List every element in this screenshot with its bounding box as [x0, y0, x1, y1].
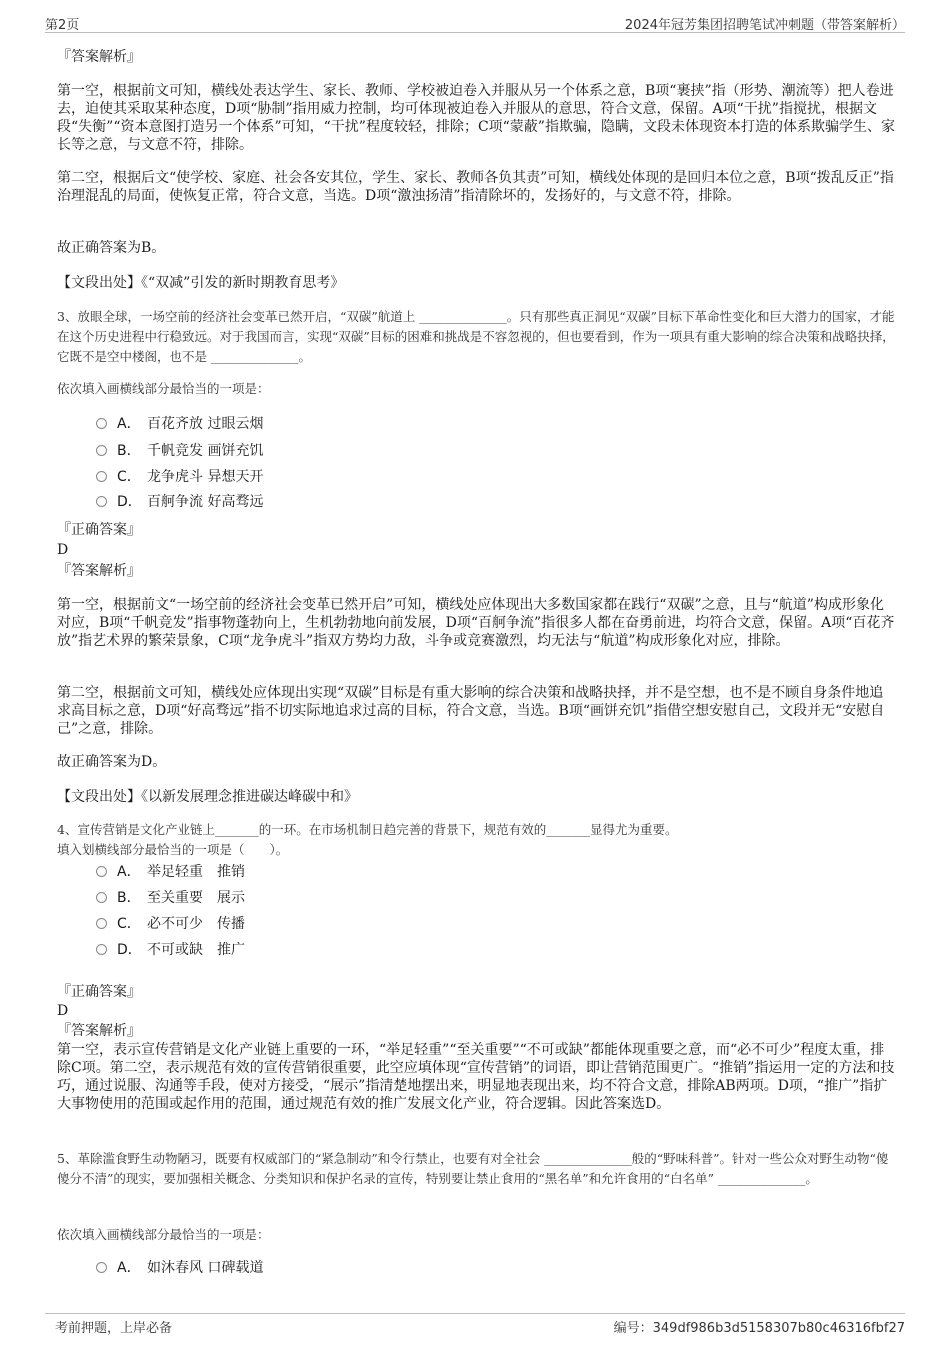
answer-analysis-heading-q3: 『答案解析』	[57, 563, 141, 579]
question-5-instruction: 依次填入画横线部分最恰当的一项是：	[57, 1227, 270, 1242]
analysis-paragraph-q3-first-blank: 第一空，根据前文“一场空前的经济社会变革已然开启”可知，横线处应体现出大多数国家都在践行“双碳”之意，且与“航道”构成形象化对应，B项“千帆竞发”指事物蓬勃向上，生机勃勃地向前发展，D项“百舸争流”指很多人都在奋勇前进，均符合文意，保留。A项“百花齐放”指艺术界的繁荣景象，C项“龙争虎斗”指双方势均力敌，斗争或竞赛激烈，均无法与“航道”构成形象化对应，排除。	[57, 597, 895, 649]
analysis-paragraph-q2-second-blank: 第二空，根据后文“使学校、家庭、社会各安其位，学生、家长、教师各负其责”可知，横线处体现的是回归本位之意，B项“拨乱反正”指治理混乱的局面，使恢复正常，符合文意，当选。D项“激浊扬清”指清除坏的，发扬好的，与文意不符，排除。	[57, 170, 894, 204]
radio-button-icon[interactable]	[96, 1262, 107, 1273]
question-5-stem: 5、革除滥食野生动物陋习，既要有权威部门的“紧急制动”和令行禁止，也要有对全社会 ______________般的“野味科普”。针对一些公众对野生动物“傻傻分不清”的现实，要加强相关概念、分类知识和保护名录的宣传，特别要让禁止食用的“黑名单”和允许食用的“白名单” ______________。	[57, 1151, 889, 1186]
q5-option-a[interactable]: A． 如沐春风 口碑载道	[96, 1257, 263, 1279]
q3-option-b[interactable]: B． 千帆竞发 画饼充饥	[96, 440, 263, 462]
option-text: 必不可少 传播	[147, 916, 245, 932]
option-text: 千帆竞发 画饼充饥	[147, 443, 264, 459]
question-4-instruction: 填入划横线部分最恰当的一项是（ ）。	[57, 842, 289, 857]
analysis-paragraph-q2-first-blank: 第一空，根据前文可知，横线处表达学生、家长、教师、学校被迫卷入并服从另一个体系之意，B项“裹挟”指（形势、潮流等）把人卷进去，迫使其采取某种态度，D项“胁制”指用威力控制，均可体现被迫卷入并服从的意思，符合文意，保留。A项“干扰”指搅扰，根据文段“失衡”“资本意图打造另一个体系”可知，“干扰”程度较轻，排除；C项“蒙蔽”指欺骗，隐瞒，文段未体现资本打造的体系欺骗学生、家长等之意，与文意不符，排除。	[57, 83, 895, 153]
option-text: 龙争虎斗 异想天开	[147, 469, 264, 485]
correct-answer-heading-q3: 『正确答案』	[57, 522, 141, 538]
question-4-stem: 4、宣传营销是文化产业链上_______的一环。在市场机制日趋完善的背景下，规范有效的_______显得尤为重要。	[57, 822, 678, 837]
source-note-q3: 【文段出处】《以新发展理念推进碳达峰碳中和》	[57, 789, 358, 805]
q3-option-d[interactable]: D． 百舸争流 好高骛远	[96, 491, 263, 513]
radio-button-icon[interactable]	[96, 471, 107, 482]
option-text: 百舸争流 好高骛远	[147, 494, 264, 510]
page-footer	[45, 1313, 905, 1336]
document-id: 编号：349df986b3d5158307b80c46316fbf27	[613, 1321, 905, 1336]
source-note-q2: 【文段出处】《“双减”引发的新时期教育思考》	[57, 275, 345, 291]
q3-option-c[interactable]: C． 龙争虎斗 异想天开	[96, 466, 263, 488]
page-header	[45, 12, 905, 33]
footer-slogan: 考前押题，上岸必备	[55, 1321, 173, 1336]
radio-button-icon[interactable]	[96, 866, 107, 877]
option-text: 百花齐放 过眼云烟	[147, 416, 264, 432]
q3-option-a[interactable]: A． 百花齐放 过眼云烟	[96, 413, 263, 435]
question-3-stem: 3、放眼全球，一场空前的经济社会变革已然开启，“双碳”航道上 ______________。只有那些真正洞见“双碳”目标下革命性变化和巨大潜力的国家，才能在这个历史进程中行稳致远。对于我国而言，实现“双碳”目标的困难和挑战是不容忽视的，但也要看到，作为一项具有重大影响的综合决策和战略抉择，它既不是空中楼阁，也不是 ______________。	[57, 309, 895, 364]
correct-answer-value-q3: D	[57, 542, 69, 558]
page-number: 第2页	[45, 18, 80, 33]
radio-button-icon[interactable]	[96, 918, 107, 929]
answer-analysis-heading-q4: 『答案解析』	[57, 1023, 141, 1039]
radio-button-icon[interactable]	[96, 944, 107, 955]
option-text: 如沐春风 口碑载道	[147, 1260, 264, 1276]
answer-analysis-heading-q2: 『答案解析』	[57, 49, 141, 65]
radio-button-icon[interactable]	[96, 892, 107, 903]
radio-button-icon[interactable]	[96, 496, 107, 507]
question-3-instruction: 依次填入画横线部分最恰当的一项是：	[57, 381, 270, 396]
option-text: 至关重要 展示	[147, 890, 245, 906]
radio-button-icon[interactable]	[96, 445, 107, 456]
analysis-paragraph-q4: 第一空，表示宣传营销是文化产业链上重要的一环，“举足轻重”“至关重要”“不可或缺”都能体现重要之意，而“必不可少”程度太重，排除C项。第二空，表示规范有效的宣传营销很重要，此空应填体现“宣传营销”的词语，即让营销范围更广。“推销”指运用一定的方法和技巧，通过说服、沟通等手段，使对方接受，“展示”指清楚地摆出来，明显地表现出来，均不符合文意，排除AB两项。D项，“推广”指扩大事物使用的范围或起作用的范围，通过规范有效的推广发展文化产业，符合逻辑。因此答案选D。	[57, 1042, 895, 1112]
document-title: 2024年冠芳集团招聘笔试冲刺题（带答案解析）	[624, 18, 905, 33]
q4-option-d[interactable]: D． 不可或缺 推广	[96, 939, 245, 961]
option-text: 举足轻重 推销	[147, 864, 245, 880]
q4-option-a[interactable]: A． 举足轻重 推销	[96, 861, 245, 883]
correct-answer-value-q4: D	[57, 1003, 69, 1019]
correct-answer-statement-q3: 故正确答案为D。	[57, 754, 167, 770]
q4-option-c[interactable]: C． 必不可少 传播	[96, 913, 245, 935]
radio-button-icon[interactable]	[96, 418, 107, 429]
correct-answer-statement-q2: 故正确答案为B。	[57, 240, 166, 256]
q4-option-b[interactable]: B． 至关重要 展示	[96, 887, 245, 909]
correct-answer-heading-q4: 『正确答案』	[57, 984, 141, 1000]
option-text: 不可或缺 推广	[147, 942, 245, 958]
analysis-paragraph-q3-second-blank: 第二空，根据前文可知，横线处应体现出实现“双碳”目标是有重大影响的综合决策和战略抉择，并不是空想，也不是不顾自身条件地追求高目标之意，D项“好高骛远”指不切实际地追求过高的目标，符合文意，当选。B项“画饼充饥”指借空想安慰自己，文段并无“安慰自己”之意，排除。	[57, 685, 885, 737]
